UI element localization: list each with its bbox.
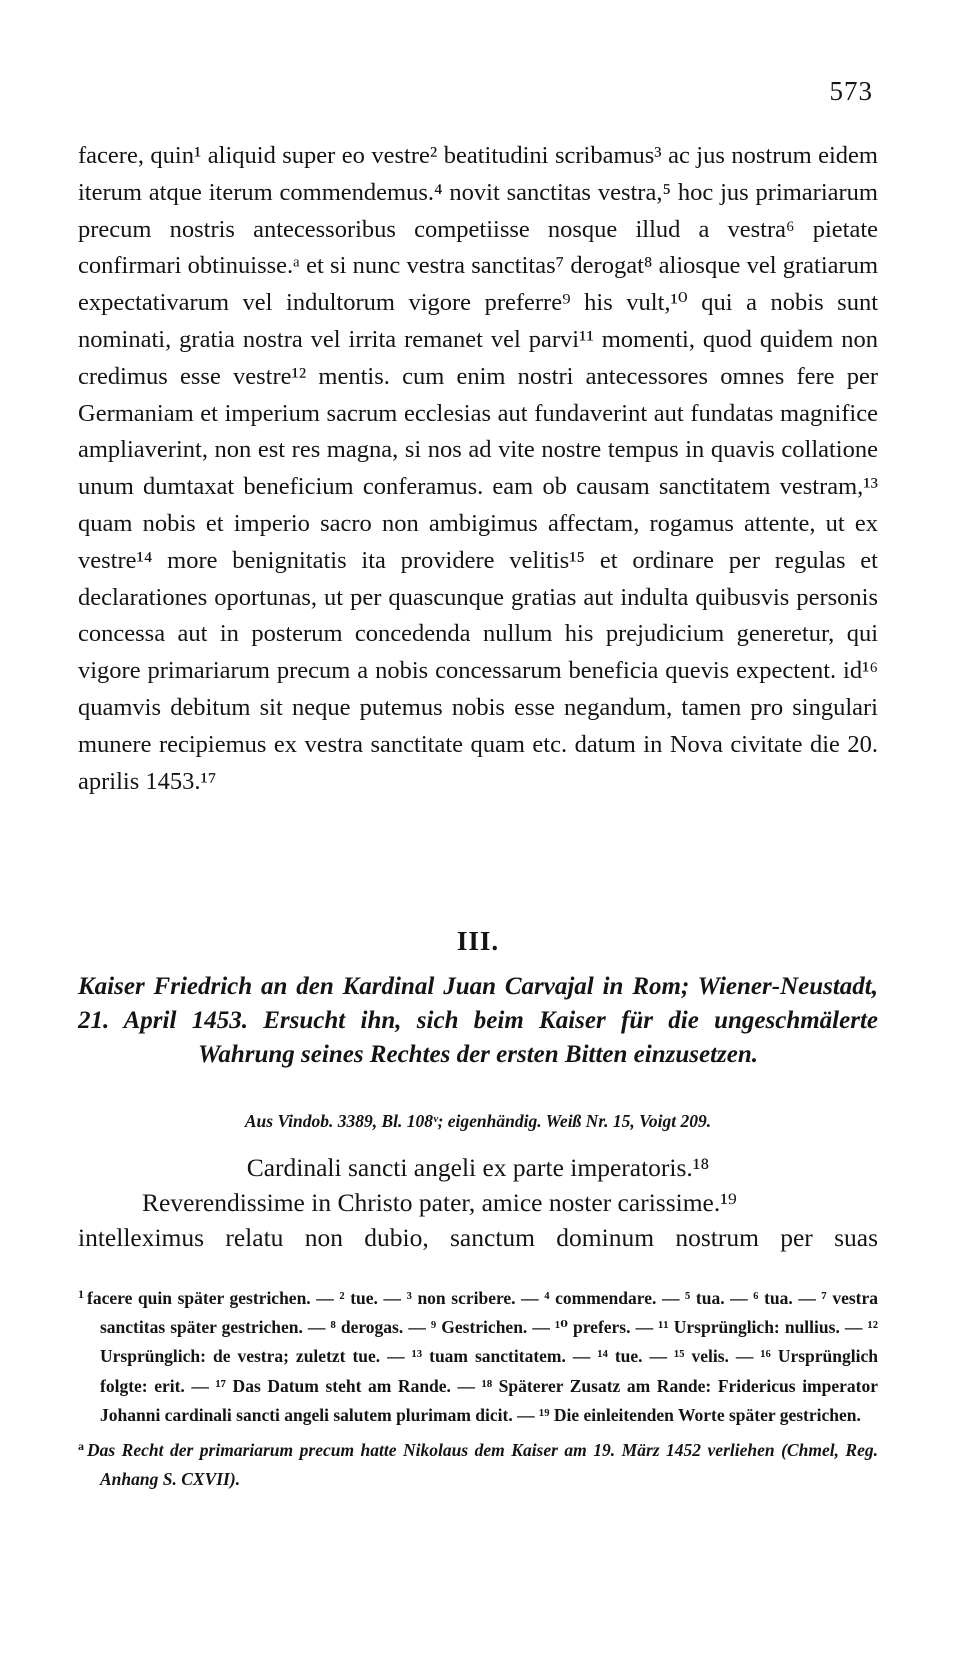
page-number: 573 [829,76,873,106]
footnotes [78,1280,878,1494]
footnote-label: 1 [78,1287,84,1301]
letter-body-text: facere, quin¹ aliquid super eo vestre² beatitudini scribamus³ ac jus nostrum eidem iterum atque iterum commendemus.⁴ novit sanctitas vestra,⁵ hoc jus primariarum precum nostris antecessoribus competiisse nosque illud a vestra⁶ pietate confirmari obtinuisse.ᵃ et si nunc vestra sanctitas⁷ derogat⁸ aliosque vel gratiarum expectativarum vel indultorum vigore preferre⁹ his vult,¹⁰ qui a nobis sunt nominati, gratia nostra vel irrita remanet vel parvi¹¹ momenti, quod quidem non credimus esse vestre¹² mentis. cum enim nostri antecessores omnes fere per Germaniam et imperium sacrum ecclesias aut fundaverint aut fundatas magnifice ampliaverint, non est res magna, si nos ad vite nostre tempus in quavis collatione unum dumtaxat beneficium conferamus. eam ob causam sanctitatem vestram,¹³ quam nobis et imperio sacro non ambigimus affectam, rogamus attente, ut ex vestre¹⁴ more benignitatis ita providere velitis¹⁵ et ordinare per regulas et declarationes oportunas, ut per quascunque gratias aut indulta quibusvis personis concessa aut in posterum concedenda nullum his prejudicium generetur, qui vigore primariarum precum a nobis concessarum beneficia quevis expectent. id¹⁶ quamvis debitum sit neque putemus nobis esse negandum, tamen pro singulari munere recipiemus ex vestra sanctitate quam etc. datum in Nova civitate die 20. aprilis 1453.¹⁷ [78,142,878,795]
footnote-numbered [78,1280,878,1430]
footnote-label: a [78,1439,84,1454]
document-page [78,0,878,1663]
letter-opening-line: intelleximus relatu non dubio, sanctum dominum nostrum per suas [78,1223,878,1252]
footnote-lettered [78,1432,878,1494]
document-heading: Kaiser Friedrich an den Kardinal Juan Carvajal in Rom; Wiener-Neustadt, 21. April 1453. Ersucht ihn, sich beim Kaiser für die ungeschmälerte Wahrung seines Rechtes der ersten Bitten einzusetzen. [78,973,878,1068]
section-number: III. [456,926,500,956]
footnote-text: facere quin später gestrichen. — ² tue. — ³ non scribere. — ⁴ commendare. — ⁵ tua. — ⁶ tua. — ⁷ vestra sanctitas später gestrichen. — ⁸ derogas. — ⁹ Gestrichen. — ¹⁰ prefers. — ¹¹ Ursprünglich: nullius. — ¹² Ursprünglich: de vestra; zuletzt tue. — ¹³ tuam sanctitatem. — ¹⁴ tue. — ¹⁵ velis. — ¹⁶ Ursprünglich folgte: erit. — ¹⁷ Das Datum steht am Rande. — ¹⁸ Späterer Zusatz am Rande: Fridericus imperator Johanni cardinali sancti angeli salutem plurimam dicit. — ¹⁹ Die einleitenden Worte später gestrichen. [87,1288,878,1425]
letter-address: Cardinali sancti angeli ex parte imperatoris.¹⁸ [246,1153,710,1182]
footnote-text: Das Recht der primariarum precum hatte Nikolaus dem Kaiser am 19. März 1452 verliehen (Chmel, Reg. Anhang S. CXVII). [87,1440,878,1490]
source-reference: Aus Vindob. 3389, Bl. 108ᵛ; eigenhändig. Weiß Nr. 15, Voigt 209. [244,1111,712,1131]
letter-salutation: Reverendissime in Christo pater, amice noster carissime.¹⁹ [142,1188,737,1217]
